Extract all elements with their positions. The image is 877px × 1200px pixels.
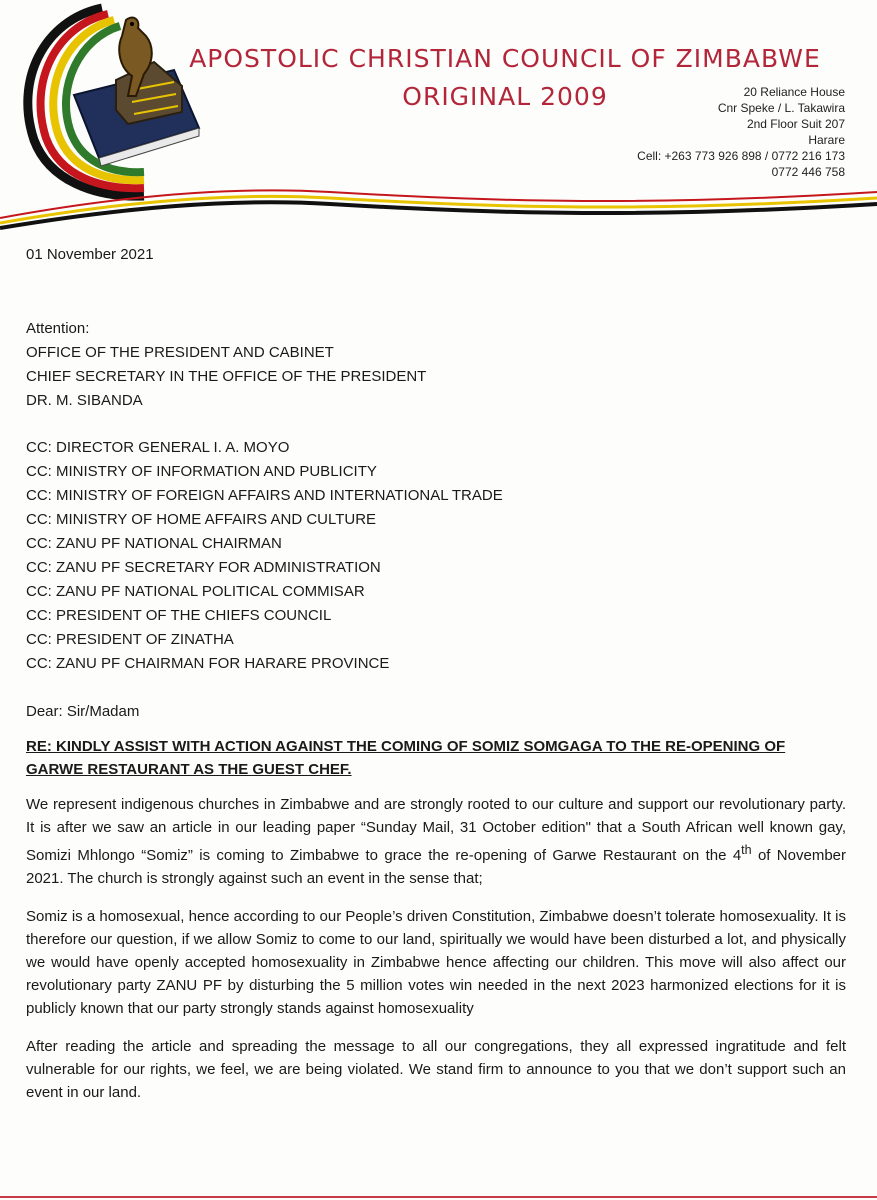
cc-item: CC: MINISTRY OF HOME AFFAIRS AND CULTURE: [26, 511, 377, 528]
attention-line: Attention:: [26, 320, 90, 337]
cc-item: CC: ZANU PF NATIONAL CHAIRMAN: [26, 535, 282, 552]
paragraph-2: Somiz is a homosexual, hence according to our People’s driven Constitution, Zimbabwe doesn’t tolerate homosexuality. It is therefore our question, if we allow Somiz to come to our land, spiritually we would have been disturbed a lot, and physically we would have openly accepted homosexuality in Zimbabwe hence affecting our children. This move will also affect our revolutionary party ZANU PF by disturbing the 5 million votes win needed in the next 2023 harmonized elections for it is publicly known that our party strongly stands against homosexuality: [26, 908, 846, 1017]
cc-item: CC: MINISTRY OF INFORMATION AND PUBLICITY: [26, 463, 377, 480]
phone-line: 0772 446 758: [771, 165, 845, 179]
paragraph-3: After reading the article and spreading the message to all our congregations, they all expressed ingratitude and felt vulnerable for our rights, we feel, we are being violated. We stand firm to announce to you that we don’t support such an event in our land.: [26, 1038, 846, 1101]
ordinal-suffix: th: [741, 843, 752, 857]
cc-item: CC: MINISTRY OF FOREIGN AFFAIRS AND INTERNATIONAL TRADE: [26, 487, 503, 504]
organization-subtitle: ORIGINAL 2009: [402, 82, 608, 111]
cc-item: CC: ZANU PF NATIONAL POLITICAL COMMISAR: [26, 583, 365, 600]
attention-block: [26, 317, 846, 413]
cc-list: [26, 436, 846, 676]
council-logo-emblem: [4, 0, 204, 205]
paragraph-1-text: We represent indigenous churches in Zimbabwe and are strongly rooted to our culture and support our revolutionary party. It is after we saw an article in our leading paper “Sunday Mail, 31 October edition" that a South African well known gay, Somizi Mhlongo “Somiz” is coming to Zimbabwe to grace the re-opening of Garwe Restaurant on the 4: [26, 796, 846, 864]
address-line: Cnr Speke / L. Takawira: [717, 101, 845, 115]
attention-line: DR. M. SIBANDA: [26, 392, 143, 409]
paragraph-1: [26, 793, 846, 890]
letterhead-address: [637, 84, 845, 180]
phone-line: Cell: +263 773 926 898 / 0772 216 173: [637, 149, 845, 163]
salutation: Dear: Sir/Madam: [26, 703, 140, 720]
cc-item: CC: ZANU PF CHAIRMAN FOR HARARE PROVINCE: [26, 655, 390, 672]
letterhead-divider: [0, 178, 877, 238]
footer-rule: [0, 1194, 877, 1200]
attention-line: OFFICE OF THE PRESIDENT AND CABINET: [26, 344, 334, 361]
cc-item: CC: ZANU PF SECRETARY FOR ADMINISTRATION: [26, 559, 381, 576]
address-line: Harare: [808, 133, 845, 147]
cc-item: CC: PRESIDENT OF THE CHIEFS COUNCIL: [26, 607, 332, 624]
address-line: 20 Reliance House: [743, 85, 845, 99]
cc-item: CC: PRESIDENT OF ZINATHA: [26, 631, 234, 648]
cc-item: CC: DIRECTOR GENERAL I. A. MOYO: [26, 439, 290, 456]
letter-date: 01 November 2021: [26, 246, 154, 263]
paragraph-1-text-end: of November 2021. The church is strongly against such an event in the sense that;: [26, 847, 847, 887]
address-line: 2nd Floor Suit 207: [746, 117, 845, 131]
attention-line: CHIEF SECRETARY IN THE OFFICE OF THE PRESIDENT: [26, 368, 427, 385]
organization-name: APOSTOLIC CHRISTIAN COUNCIL OF ZIMBABWE: [189, 44, 821, 73]
letter-body: [26, 243, 846, 1119]
subject-line: RE: KINDLY ASSIST WITH ACTION AGAINST THE COMING OF SOMIZ SOMGAGA TO THE RE-OPENING OF GARWE RESTAURANT AS THE GUEST CHEF.: [26, 738, 786, 778]
